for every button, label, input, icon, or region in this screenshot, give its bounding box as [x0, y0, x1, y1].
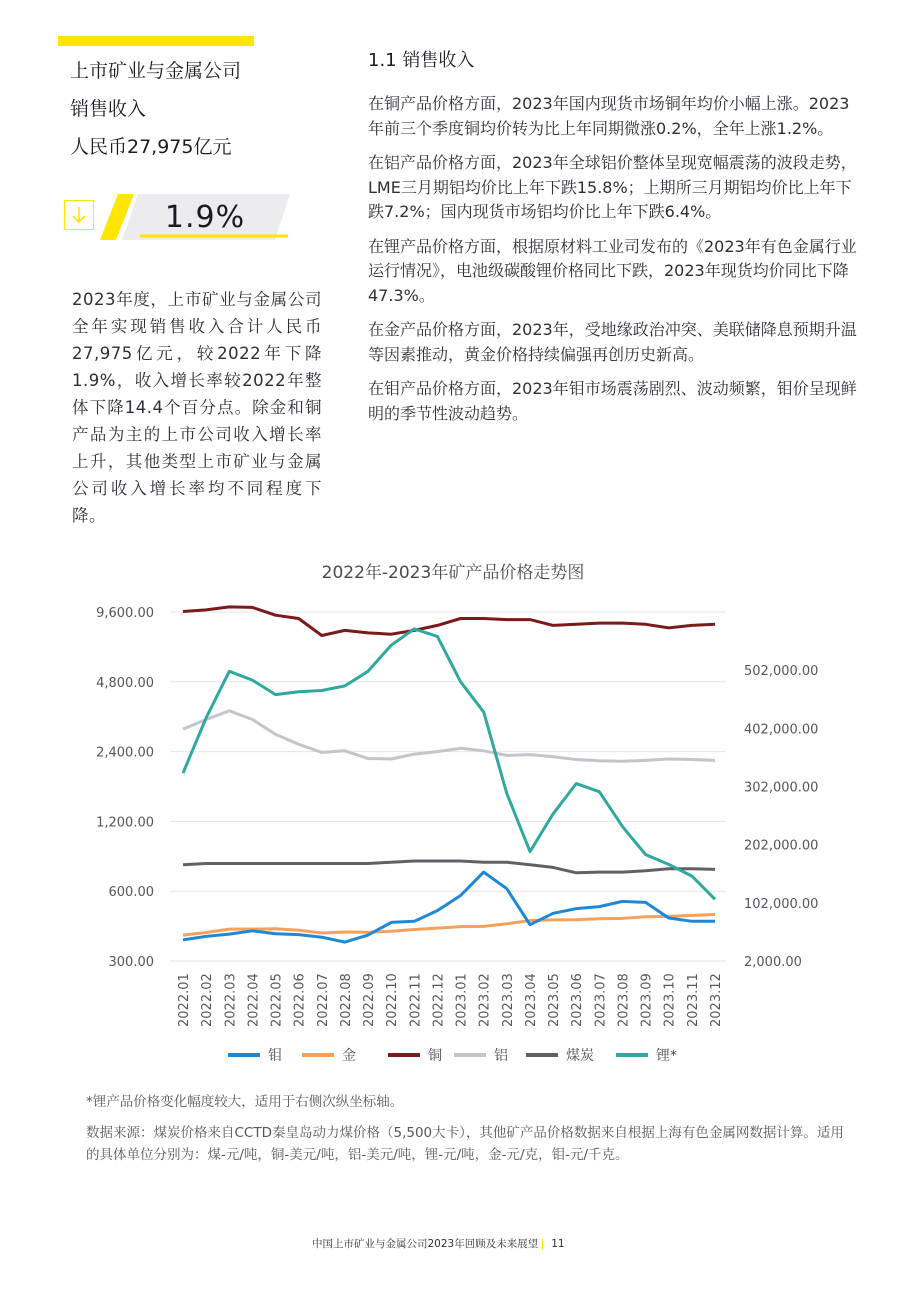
x-axis-tick-label: 2023.10	[662, 973, 678, 1027]
x-axis-tick-label: 2023.03	[500, 973, 516, 1027]
x-axis-tick-label: 2023.04	[523, 973, 539, 1027]
series-line-3	[183, 711, 715, 762]
right-axis-tick-label: 102,000.00	[744, 896, 819, 912]
legend-label: 铝	[494, 1048, 508, 1064]
series-line-2	[183, 607, 715, 636]
x-axis-tick-label: 2022.06	[292, 973, 308, 1027]
right-axis-tick-label: 202,000.00	[744, 838, 819, 854]
section-title: 1.1 销售收入	[368, 50, 475, 71]
x-axis-tick-label: 2022.04	[246, 973, 262, 1027]
x-axis-tick-label: 2022.12	[431, 973, 447, 1027]
x-axis-tick-label: 2023.05	[547, 973, 563, 1027]
change-percent: 1.9%	[164, 200, 246, 235]
accent-bar	[58, 36, 254, 46]
x-axis-tick-label: 2022.09	[362, 973, 378, 1027]
lithium-axis-note: *锂产品价格变化幅度较大，适用于右侧次纵坐标轴。	[86, 1094, 404, 1110]
x-axis-tick-label: 2022.02	[200, 973, 216, 1027]
footer-divider	[542, 1239, 543, 1250]
x-axis-tick-label: 2023.01	[454, 973, 470, 1027]
right-axis-tick-label: 2,000.00	[744, 955, 802, 970]
paragraph-aluminum: 在铝产品价格方面，2023年全球铝价整体呈现宽幅震荡的波段走势，LME三月期铝均价比上年下跌15.8%；上期所三月期铝均价比上年下跌7.2%；国内现货市场铝均价比上年下跌6.4%。	[368, 153, 857, 221]
section-body	[368, 92, 858, 436]
heading-company: 上市矿业与金属公司	[70, 60, 242, 82]
footer-title: 中国上市矿业与金属公司2023年回顾及未来展望	[312, 1238, 539, 1250]
x-axis-tick-label: 2022.08	[338, 973, 354, 1027]
x-axis-tick-label: 2022.03	[223, 973, 239, 1027]
price-trend-chart	[0, 550, 900, 1080]
heading-metric: 销售收入	[70, 98, 147, 120]
paragraph-molybdenum: 在钼产品价格方面，2023年钼市场震荡剧烈、波动频繁，钼价呈现鲜明的季节性波动趋势。	[368, 379, 857, 423]
right-axis-tick-label: 502,000.00	[744, 664, 819, 680]
left-axis-tick-label: 2,400.00	[96, 745, 154, 761]
left-axis-tick-label: 600.00	[108, 885, 154, 901]
left-axis-tick-label: 1,200.00	[96, 815, 154, 831]
series-line-5	[183, 629, 715, 899]
x-axis-tick-label: 2022.01	[177, 973, 192, 1027]
legend-label: 金	[342, 1048, 356, 1064]
legend-label: 锂*	[656, 1048, 677, 1064]
right-axis-tick-label: 402,000.00	[744, 722, 819, 738]
x-axis-tick-label: 2023.07	[593, 973, 609, 1027]
x-axis-tick-label: 2023.08	[616, 973, 632, 1027]
left-axis-tick-label: 9,600.00	[96, 606, 154, 621]
left-axis-tick-label: 300.00	[108, 955, 154, 970]
summary-text: 2023年度，上市矿业与金属公司全年实现销售收入合计人民币27,975亿元，较2022年下降1.9%，收入增长率较2022年整体下降14.4个百分点。除金和铜产品为主的上市公司收入增长率上升，其他类型上市矿业与金属公司收入增长率均不同程度下降。	[72, 290, 322, 525]
heading-value: 人民币27,975亿元	[70, 136, 232, 158]
data-source-note: 数据来源：煤炭价格来自CCTD秦皇岛动力煤价格（5,500大卡），其他矿产品价格数据来自根据上海有色金属网数据计算。适用的具体单位分别为：煤-元/吨，铜-美元/吨，铝-美元/吨，锂-元/吨，金-元/克，钼-元/千克。	[86, 1125, 844, 1163]
legend-label: 铜	[428, 1048, 442, 1064]
arrow-down-icon	[64, 200, 94, 230]
chart-title: 2022年-2023年矿产品价格走势图	[321, 563, 585, 583]
series-line-4	[183, 861, 715, 873]
x-axis-tick-label: 2023.09	[639, 973, 655, 1027]
paragraph-lithium: 在锂产品价格方面，根据原材料工业司发布的《2023年有色金属行业运行情况》，电池级碳酸锂价格同比下跌，2023年现货均价同比下降47.3%。	[368, 236, 857, 305]
series-line-0	[183, 872, 715, 942]
x-axis-tick-label: 2023.12	[708, 973, 724, 1027]
page-number: 11	[551, 1238, 565, 1250]
paragraph-copper: 在铜产品价格方面，2023年国内现货市场铜年均价小幅上涨。2023年前三个季度铜均价转为比上年同期微涨0.2%，全年上涨1.2%。	[368, 94, 850, 138]
legend-label: 钼	[268, 1048, 282, 1064]
page-footer	[312, 1236, 565, 1251]
legend-label: 煤炭	[566, 1048, 594, 1064]
x-axis-tick-label: 2022.05	[269, 973, 285, 1027]
paragraph-gold: 在金产品价格方面，2023年，受地缘政治冲突、美联储降息预期升温等因素推动，黄金价格持续偏强再创历史新高。	[368, 320, 857, 364]
x-axis-tick-label: 2023.06	[570, 973, 586, 1027]
x-axis-tick-label: 2023.11	[685, 973, 701, 1027]
x-axis-tick-label: 2023.02	[477, 973, 493, 1027]
x-axis-tick-label: 2022.07	[315, 973, 331, 1027]
left-axis-tick-label: 4,800.00	[96, 675, 154, 691]
x-axis-tick-label: 2022.11	[408, 973, 424, 1027]
x-axis-tick-label: 2022.10	[385, 973, 401, 1027]
right-axis-tick-label: 302,000.00	[744, 780, 819, 796]
